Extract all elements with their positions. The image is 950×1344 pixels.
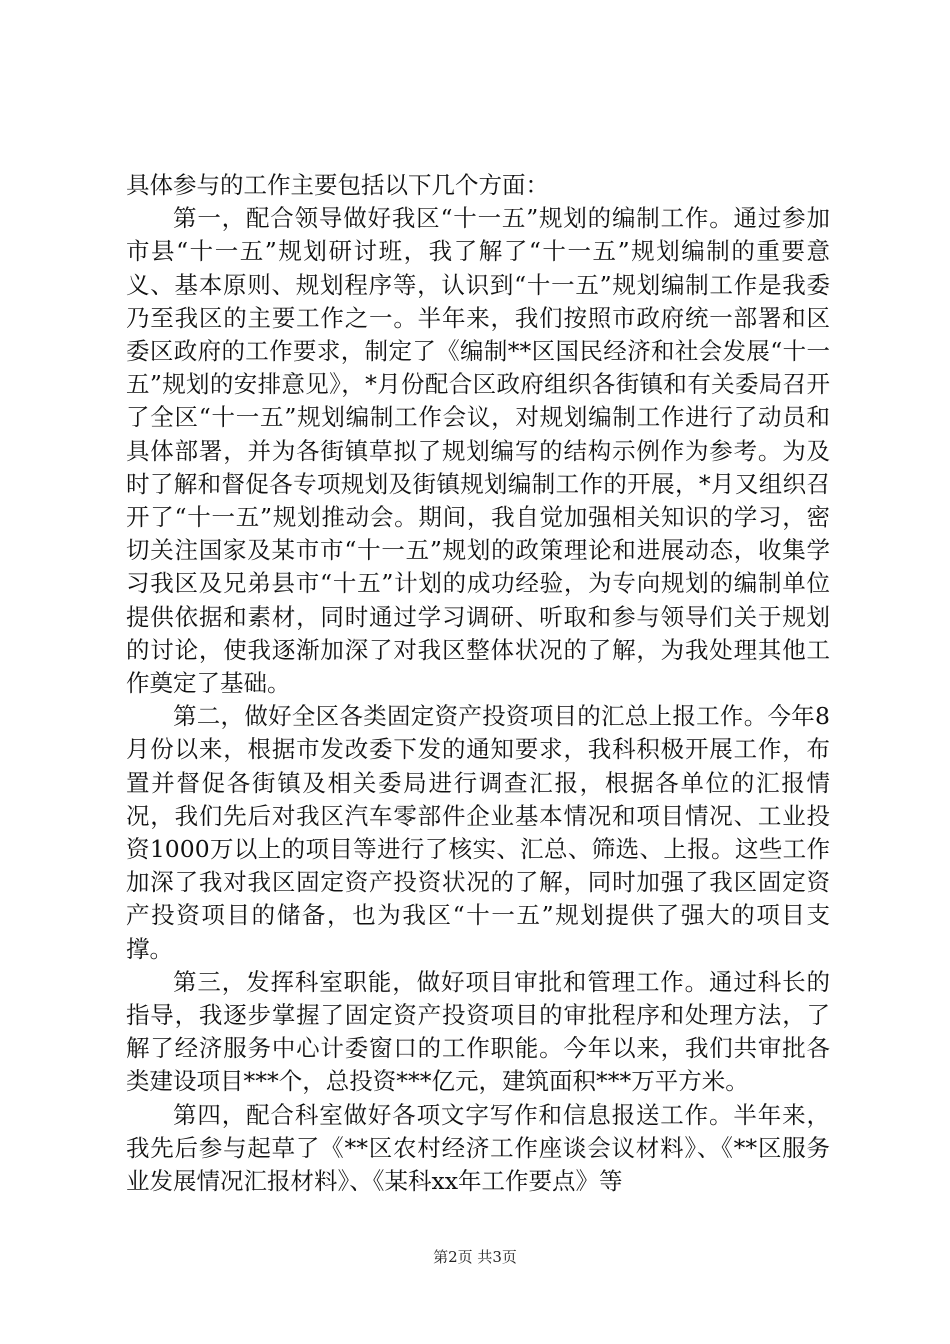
- document-body: [126, 169, 830, 1198]
- paragraph-first: 第一，配合领导做好我区“十一五”规划的编制工作。通过参加市县“十一五”规划研讨班，我了解了“十一五”规划编制的重要意义、基本原则、规划程序等，认识到“十一五”规划编制工作是我委乃至我区的主要工作之一。半年来，我们按照市政府统一部署和区委区政府的工作要求，制定了《编制**区国民经济和社会发展“十一五”规划的安排意见》，*月份配合区政府组织各街镇和有关委局召开了全区“十一五”规划编制工作会议，对规划编制工作进行了动员和具体部署，并为各街镇草拟了规划编写的结构示例作为参考。为及时了解和督促各专项规划及街镇规划编制工作的开展，*月又组织召开了“十一五”规划推动会。期间，我自觉加强相关知识的学习，密切关注国家及某市市“十一五”规划的政策理论和进展动态，收集学习我区及兄弟县市“十五”计划的成功经验，为专向规划的编制单位提供依据和素材，同时通过学习调研、听取和参与领导们关于规划的讨论，使我逐渐加深了对我区整体状况的了解，为我处理其他工作奠定了基础。: [126, 204, 830, 698]
- page-number-footer: 第2页 共3页: [433, 1248, 517, 1266]
- paragraph-intro: 具体参与的工作主要包括以下几个方面：: [126, 171, 549, 199]
- paragraph-second: 第二，做好全区各类固定资产投资项目的汇总上报工作。今年8月份以来，根据市发改委下发的通知要求，我科积极开展工作，布置并督促各街镇及相关委局进行调查汇报，根据各单位的汇报情况，我们先后对我区汽车零部件企业基本情况和项目情况、工业投资1000万以上的项目等进行了核实、汇总、筛选、上报。这些工作加深了我对我区固定资产投资状况的了解，同时加强了我区固定资产投资项目的储备，也为我区“十一五”规划提供了强大的项目支撑。: [126, 702, 830, 963]
- paragraph-fourth: 第四，配合科室做好各项文字写作和信息报送工作。半年来，我先后参与起草了《**区农村经济工作座谈会议材料》、《**区服务业发展情况汇报材料》、《某科xx年工作要点》等: [126, 1100, 830, 1196]
- paragraph-third: 第三，发挥科室职能，做好项目审批和管理工作。通过科长的指导，我逐步掌握了固定资产投资项目的审批程序和处理方法，了解了经济服务中心计委窗口的工作职能。今年以来，我们共审批各类建设项目***个，总投资***亿元，建筑面积***万平方米。: [126, 967, 830, 1096]
